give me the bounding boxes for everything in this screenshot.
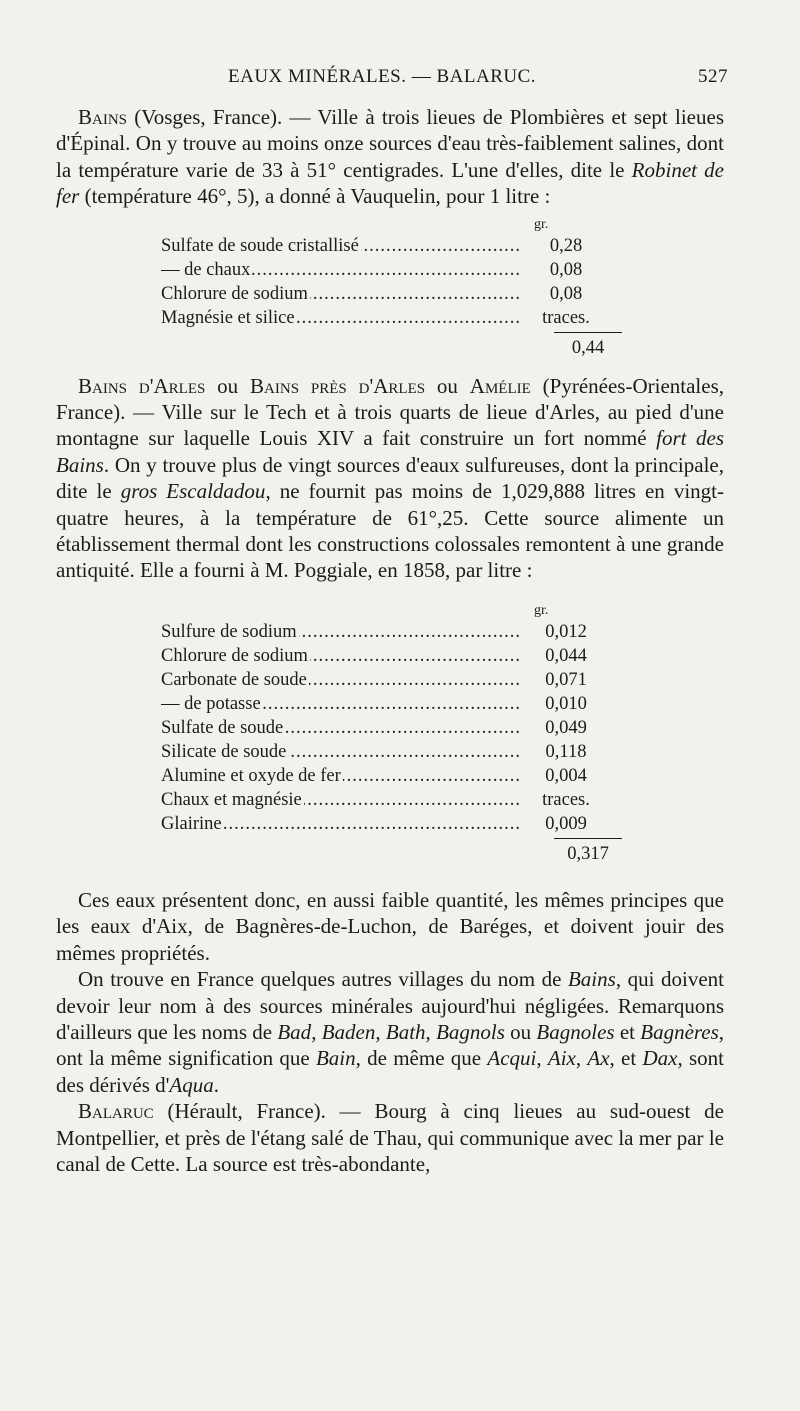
- italic-term: Bagnoles: [536, 1019, 615, 1044]
- italic-term: Acqui: [487, 1046, 537, 1071]
- unit-label-row: [56, 602, 724, 620]
- page-body: [56, 104, 724, 1177]
- total-row: [56, 333, 724, 363]
- analysis-table-2: [56, 602, 724, 869]
- row-label: Sulfure de sodium: [161, 621, 297, 642]
- italic-term: fort des Bains: [56, 426, 724, 477]
- row-value: 0,049: [545, 717, 587, 738]
- table-row: [56, 644, 724, 668]
- row-label: Alumine et oxyde de fer: [161, 765, 341, 786]
- entry-term: Bains près d'Arles: [250, 373, 426, 398]
- row-value: 0,08: [549, 283, 583, 304]
- table-row: [56, 740, 724, 764]
- italic-term: Aqua: [169, 1072, 214, 1097]
- paragraph-text: ou: [205, 373, 251, 398]
- paragraph-text: ,: [311, 1019, 322, 1044]
- row-value: traces.: [542, 307, 590, 328]
- paragraph-balaruc: [56, 1098, 724, 1177]
- italic-term: gros Escaldadou: [120, 479, 266, 504]
- paragraph-text: . On y trouve plus de vingt sources d'eaux sulfureuses, dont la principale, dite le: [56, 452, 724, 504]
- paragraph-text: ou: [425, 373, 470, 398]
- paragraph-text: , sont des dérivés d': [56, 1046, 724, 1097]
- paragraph-text: (Pyrénées-Orientales, France). — Ville sur le Tech et à trois quarts de lieue d'Arles, au pied d'une montagne sur laquelle Louis XIV a fait construire un fort nommé: [56, 373, 724, 451]
- unit-label: gr.: [534, 602, 549, 618]
- italic-term: Bain: [315, 1046, 356, 1071]
- table-row: [56, 258, 724, 282]
- table-row: [56, 812, 724, 836]
- row-label: Carbonate de soude: [161, 669, 307, 690]
- paragraph-text: (Hérault, France). — Bourg à cinq lieues au sud-ouest de Montpellier, et près de l'étang salé de Thau, qui communique avec la mer par le canal de Cette. La source est très-abondante,: [56, 1099, 724, 1176]
- row-value: 0,28: [549, 235, 583, 256]
- row-value: 0,009: [545, 813, 587, 834]
- paragraph-conclusion: Ces eaux présentent donc, en aussi faible quantité, les mêmes principes que les eaux d'Aix, de Bagnères-de-Luchon, de Baréges, et doivent jouir des mêmes propriétés.: [56, 887, 724, 965]
- italic-term: Robinet de fer: [56, 157, 724, 209]
- italic-term: Bagnères: [640, 1019, 719, 1044]
- entry-term: Balaruc: [78, 1099, 154, 1124]
- row-label: Magnésie et silice: [161, 307, 295, 328]
- table-row: [56, 306, 724, 330]
- row-label: Chlorure de sodium: [161, 283, 308, 304]
- total-value: 0,317: [567, 843, 609, 864]
- italic-term: Baden: [321, 1019, 376, 1044]
- row-value: 0,012: [545, 621, 587, 642]
- italic-term: Bains: [567, 967, 616, 992]
- table-row: [56, 668, 724, 692]
- paragraph-etymology: [56, 966, 724, 1098]
- row-label: Silicate de soude: [161, 741, 287, 762]
- total-value: 0,44: [571, 337, 605, 358]
- analysis-table-1: [56, 216, 724, 363]
- paragraph-text: .: [213, 1072, 219, 1097]
- paragraph-text: , de même que: [355, 1046, 488, 1071]
- table-row: [56, 692, 724, 716]
- total-row: [56, 839, 724, 869]
- paragraph-text: ou: [504, 1019, 537, 1044]
- paragraph-text: ,: [425, 1019, 437, 1044]
- running-title: EAUX MINÉRALES. — BALARUC.: [228, 66, 537, 87]
- row-value: traces.: [542, 789, 590, 810]
- paragraph-text: , ne fournit pas moins de 1,029,888 litres en vingt-quatre heures, à la température de 61°,25. Cette source alimente un établissement thermal dont les constructions colossales remontent à une grande antiquité. Elle a fourni à M. Poggiale, en 1858, par litre :: [56, 479, 724, 583]
- paragraph-text: ,: [375, 1019, 386, 1044]
- row-label: — de potasse: [161, 693, 261, 714]
- table-row: [56, 282, 724, 306]
- paragraph-bains-vosges: [56, 104, 724, 210]
- table-row: [56, 716, 724, 740]
- paragraph-text: ,: [536, 1046, 548, 1071]
- row-value: 0,010: [545, 693, 587, 714]
- italic-term: Bath: [385, 1019, 426, 1044]
- paragraph-text: ,: [575, 1046, 588, 1071]
- table-row: [56, 620, 724, 644]
- table-row: [56, 788, 724, 812]
- row-value: 0,08: [549, 259, 583, 280]
- entry-term: Amélie: [469, 373, 531, 398]
- italic-term: Bagnols: [436, 1019, 505, 1044]
- italic-term: Bad: [277, 1019, 312, 1044]
- entry-term: Bains: [78, 105, 128, 129]
- row-label: Sulfate de soude cristallisé: [161, 235, 359, 256]
- row-label: Glairine: [161, 813, 222, 834]
- row-label: — de chaux: [161, 259, 251, 280]
- unit-label: gr.: [534, 216, 549, 232]
- row-label: Sulfate de soude: [161, 717, 284, 738]
- paragraph-text: (température 46°, 5), a donné à Vauquelin, pour 1 litre :: [79, 184, 551, 209]
- page-number: 527: [698, 66, 728, 87]
- running-header: [60, 66, 728, 96]
- italic-term: Dax: [642, 1046, 678, 1071]
- paragraph-text: On trouve en France quelques autres villages du nom de: [78, 967, 568, 992]
- unit-label-row: [56, 216, 724, 234]
- table-row: [56, 234, 724, 258]
- entry-term: Bains d'Arles: [78, 373, 206, 398]
- row-value: 0,118: [545, 741, 587, 762]
- row-value: 0,004: [545, 765, 587, 786]
- paragraph-bains-arles: [56, 373, 724, 584]
- italic-term: Aix: [547, 1046, 576, 1071]
- paragraph-text: , qui doivent devoir leur nom à des sources minérales aujourd'hui négligées. Remarquons d'ailleurs que les noms de: [56, 967, 724, 1044]
- row-label: Chlorure de sodium: [161, 645, 308, 666]
- paragraph-text: (Vosges, France). — Ville à trois lieues de Plombières et sept lieues d'Épinal. On y trouve au moins onze sources d'eau très-faiblement salines, dont la température varie de 33 à 51° centigrades. L'une d'elles, dite le: [56, 105, 724, 182]
- italic-term: Ax: [587, 1046, 610, 1071]
- row-value: 0,071: [545, 669, 587, 690]
- row-value: 0,044: [545, 645, 587, 666]
- paragraph-text: et: [614, 1019, 641, 1044]
- row-label: Chaux et magnésie: [161, 789, 302, 810]
- table-row: [56, 764, 724, 788]
- paragraph-text: , et: [609, 1046, 643, 1071]
- paragraph-text: , ont la même signification que: [56, 1019, 725, 1071]
